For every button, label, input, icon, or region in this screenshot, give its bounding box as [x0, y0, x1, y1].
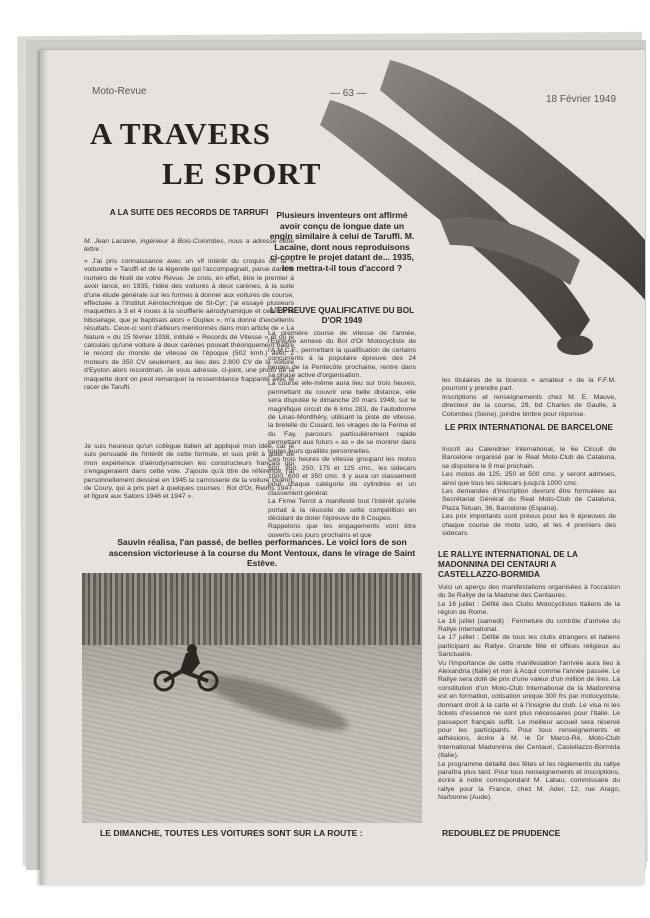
article4-heading: LE RALLYE INTERNATIONAL DE LA MADONNINA DEI CENTAURI A CASTELLAZZO-BORMIDA: [438, 550, 578, 579]
article1-body: « J'ai pris connaissance avec un vif intérêt du croquis de la « voiturette » Taruffi et de la légende qui l'accompagnait, parue dans le numéro de Noël de votre Revue. Je crois, en effet, être le premier à avoir lancé, en 1935, l'idée des voitures à deux carènes, à la suite d'une étude générale sur les formes à donner aux voitures de course, effectuée à l'Institut Aérotechnique de St-Cyr; j'ai essayé plusieurs maquettes à 3 et 4 roues à la soufflerie aérodynamique et celle de la bituselage, que je baptisais alors « Duplex », m'a donné d'excellents résultats. Ceux-ci sont d'ailleurs mentionnés dans mon article de « La Nature » du 15 février 1938, intitulé « Records de Vitesse » et où je calculais qu'une voiture à deux carènes pouvait théoriquement battre le record du monde de vitesse de l'époque (502 kmh.) avec 2 moteurs de 350 CV seulement, au lieu des 2.800 CV de la voiture d'Eyston alors recordman. Je vous adresse, ci-joint, une photo de la maquette dont on peut remarquer la ressemblance frappante avec le racer de Tarufti.: [84, 258, 294, 392]
article4-body: Voici un aperçu des manifestations organisées à l'occasion du 3e Rallye de la Madone des Centaures. Le 16 juillet : Défilé des Clubs Motocyclistes Italiens de la région de Rome. Le 16 juillet (samedi) : Fermeture du contrôle d'arrivée du Rallye International. Le 17 juillet : Défilé de tous les clubs étrangers et italiens participant au Rallye. Grande fête et offices religieux au Sanctuaire. Vu l'importance de cette manifestation l'arrivée aura lieu à Alexandria (Italie) et non à Acqui comme l'année passée. Le Rallye sera doté de prix d'une valeur d'un million de lires. La constitution d'un Moto-Club International de la Madonnina est en formation, cotisation unique 300 frs par motocycliste, donnant droit à la carte et à l'insigne du club. Le visa ni les tickets d'essence ne sont plus nécessaires pour l'Italie. Le passeport français suffit. Le meilleur accueil sera réservé pour les participants. Pour tous renseignements et adhésions, écrire à M. le Dr Marco-Rè, Moto-Club International Madonnina dei Centauri, Castellazzo-Bormida (Italie). Le programme détaillé des fêtes et les règlements du rallye paraîtra plus tard. Pour tous renseignements et inscriptions, écrire à notre correspondant M. Labau, commissaire du rallye pour la France, chez M. Ader, 12, rue Arago, Narbonne (Aude).: [438, 584, 620, 802]
article3-continuation: les titulaires de la licence « amateur » de la F.F.M. pourront y prendre part. Inscriptions et renseignements chez M. E. Mauve, directeur de la course, 29, bd Charles de Gaulle, à Colombes (Seine), joindre timbre pour réponse.: [442, 377, 616, 418]
issue-date: 18 Février 1949: [546, 94, 617, 105]
article1-body-2: Je suis heureux qu'un collègue italien ait appliqué mon idée, car je suis persuadé de l'intérêt de cette formule, et suis prêt à aider de mon expérience d'aérodynamicien les constructeurs français qui s'engageraient dans cette voie. J'ajoute qu'à titre de référence, j'ai personnellement dessiné en 1945 la carrosserie de la voiture Guérin, de Coury, qui a pris part à quelques courses : Bol d'Or, Reims 1947, et figuré aux Salons 1946 et 1947 ».: [84, 443, 294, 501]
article1-intro: M. Jean Lacaine, ingénieur à Bois-Colombes, nous a adressé cette lettre :: [84, 238, 294, 254]
photo-caption: Sauvin réalisa, l'an passé, de belles performances. Le voici lors de son ascension victorieuse à la course du Mont Ventoux, dans le virage de Saint Estève.: [108, 537, 416, 569]
spectator-crowd: [82, 573, 422, 645]
page-number: — 63 —: [330, 88, 367, 99]
motorcycle-rider: [152, 643, 222, 691]
article3-heading: LE PRIX INTERNATIONAL DE BARCELONE: [444, 423, 613, 432]
footer-slogan-right: REDOUBLEZ DE PRUDENCE: [442, 828, 561, 838]
magazine-page: [40, 50, 645, 885]
article2-bold-text: Plusieurs inventeurs ont affirmé avoir conçu de longue date un engin similaire à celui de Taruffi. M. Lacaine, dont nous reproduisons ci-contre le projet datant de... 1935, les mettra-t-il tous d'accord ?: [269, 210, 415, 273]
article3-body: Inscrit au Calendrier International, le 6e Circuit de Barcelone organisé par le Real Moto-Club de Cataluna, se disputera le 8 mai prochain. Les motos de 125, 250 et 500 cmc. y seront admises, ainsi que tous les sidecars jusqu'à 1000 cmc. Les demandes d'inscription devront être formulées au Secrétariat Général du Real Moto-Club de Cataluna, Plaza Tetuan, 36, Barcelone (Espana). Les prix importants sont prévus pour les 6 épreuves de chaque course de moto solo, et les 4 premiers des sidecars.: [442, 446, 616, 538]
article2-body: La première course de vitesse de l'année, l'Epreuve annexe du Bol d'Or Motocycliste de l'A.M.C.F., permettant la qualification de certains concurrents à la populaire épreuve des 24 heures de la Pentecôte prochaine, rentre dans sa phase active d'organisation. La course elle-même aura lieu sur trois heures, permettant de couvrir une belle distance, elle sera disputée le dimanche 20 mars 1949, sur le magnifique circuit de 6 kms 283, de l'autodrome de Linas-Montlhéry, utilisant la piste de vitesse, la bretelle du Couard, les virages de la Ferme et du Fay, parcours particulièrement rapide permettant aux futurs « as » de se montrer dans toutes leurs qualités personnelles. Ces trois heures de vitesse groupant les motos 500, 350, 250, 175 et 125 cmc., les sidecars 1000, 600 et 350 cmc. Il y aura un classement pour chaque catégorie de cylindrée et un classement général. La Firme Terrot a manifesté tout l'intérêt qu'elle portait à la réussite de cette compétition en décidant de doter l'épreuve de 8 Coupes. Rappelons que les engagements vont être ouverts ces jours prochains et que: [268, 330, 416, 539]
article2-heading: L'EPREUVE QUALIFICATIVE DU BOL D'OR 1949: [269, 306, 415, 325]
title-line-1: A TRAVERS: [90, 116, 272, 151]
race-photo: [82, 573, 422, 823]
title-line-2: LE SPORT: [162, 156, 322, 191]
footer-slogan-left: LE DIMANCHE, TOUTES LES VOITURES SONT SUR LA ROUTE :: [100, 828, 363, 838]
article1-heading: A LA SUITE DES RECORDS DE TARRUFI: [109, 208, 269, 217]
magazine-name: Moto-Revue: [92, 86, 147, 97]
cobbled-road: [82, 645, 422, 823]
